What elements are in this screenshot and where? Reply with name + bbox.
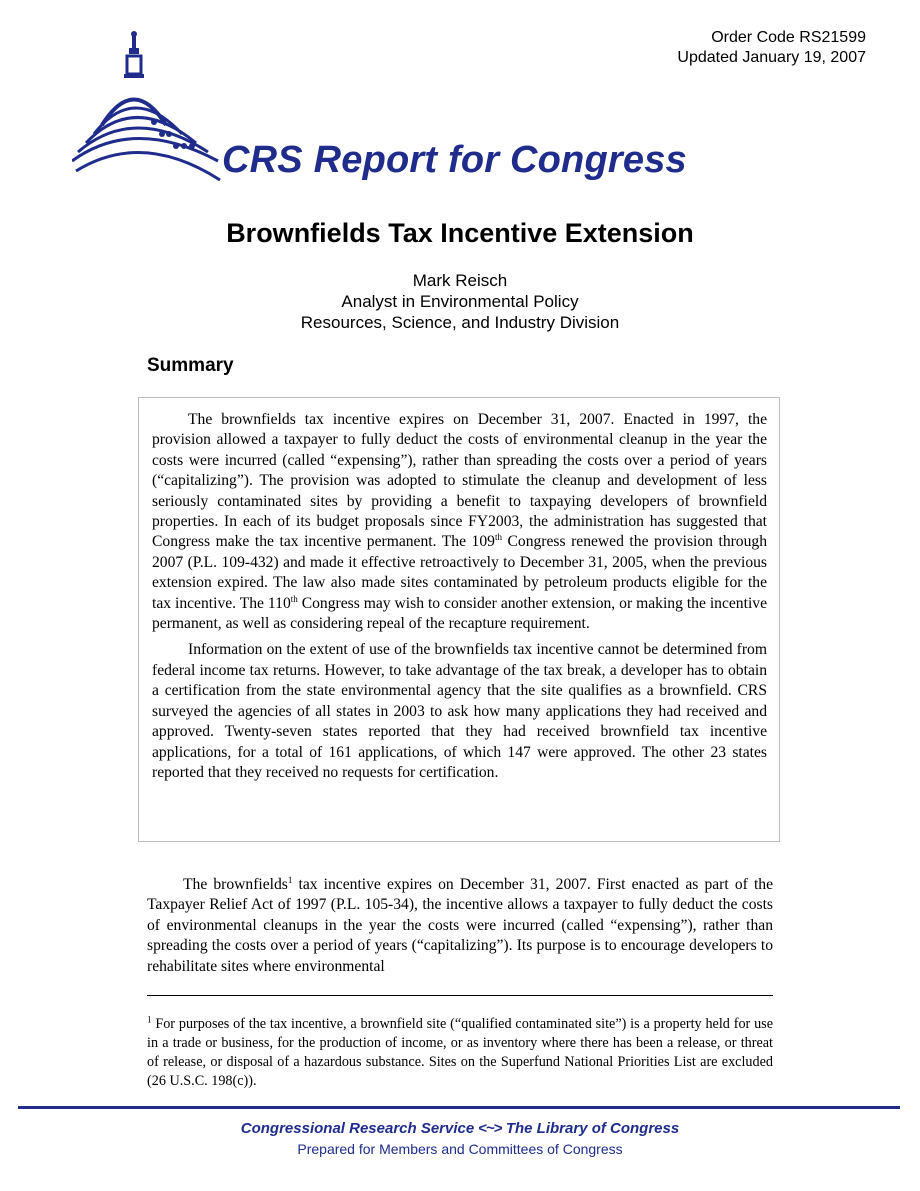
footnote-reference: 1 [287,874,293,885]
footnote-divider [147,995,773,996]
summary-heading: Summary [147,355,234,376]
summary-text: The brownfields tax incentive expires on December 31, 2007. Enacted in 1997, the provision allowed a taxpayer to fully deduct the costs of environmental cleanup in the year the costs were incurred (called “expensing”), rather than spreading the costs over a period of years (“capitalizing”). The provision was adopted to stimulate the cleanup and development of less seriously contaminated sites by providing a benefit to taxpaying developers of brownfield properties. In each of its budget proposals since FY2003, the administration has suggested that Congress make the tax incentive permanent. The 109 [152,411,767,551]
footer-line-1 [0,1119,920,1139]
summary-paragraph-1 [152,410,767,634]
footer-prepared-for: Prepared for Members and Committees of Congress [297,1141,623,1157]
footer-loc-name: The Library of Congress [505,1120,680,1137]
footer-separator: <~> [478,1120,502,1137]
updated-date: Updated January 19, 2007 [677,49,866,66]
summary-text: Congress may wish to consider another extension, or making the incentive permanent, as well as considering repeal of the recapture requirement. [152,594,767,633]
ordinal-suffix: th [494,532,502,543]
footer-crs-name: Congressional Research Service [240,1120,475,1137]
order-code-block [677,28,866,68]
crs-logo-text: CRS Report for Congress [222,139,687,181]
summary-text: Congress renewed the provision through 2007 (P.L. 109-432) and made it effective retroactively to December 31, 2005, when the previous extension expired. The law also made sites contaminated by petroleum products eligible for the tax incentive. The 110 [152,533,767,612]
author-position: Analyst in Environmental Policy [341,292,579,311]
author-block [0,270,920,333]
summary-box [138,397,780,842]
summary-paragraph-2: Information on the extent of use of the brownfields tax incentive cannot be determined from federal income tax returns. However, to take advantage of the tax break, a developer has to obtain a certification from the state environmental agency that the site qualifies as a brownfield. CRS surveyed the agencies of all states in 2003 to ask how many applications they had received and approved. Twenty-seven states reported that they had received brownfield tax incentive applications, for a total of 161 applications, of which 147 were approved. The other 23 states reported that they received no requests for certification. [152,641,767,781]
footnote-1 [147,1015,773,1091]
footnote-marker: 1 [147,1014,152,1025]
body-text [147,875,773,977]
footer [0,1119,920,1159]
order-code: Order Code RS21599 [711,29,866,46]
capitol-dome-icon [72,30,222,190]
footer-divider [18,1106,900,1109]
author-division: Resources, Science, and Industry Division [300,313,620,332]
body-paragraph-1 [147,875,773,977]
footnote [147,1015,773,1091]
report-title: Brownfields Tax Incentive Extension [226,218,694,248]
footnote-text: For purposes of the tax incentive, a brownfield site (“qualified contaminated site”) is a property held for use in a trade or business, for the production of income, or as inventory where there has been a release, or threat of release, or disposal of a hazardous substance. Sites on the Superfund National Priorities List are excluded (26 U.S.C. 198(c)). [147,1016,773,1089]
body-text-run: The brownfields [183,876,288,893]
author-name: Mark Reisch [412,271,508,290]
ordinal-suffix: th [290,593,298,604]
body-text-run: tax incentive expires on December 31, 2007. First enacted as part of the Taxpayer Relief Act of 1997 (P.L. 105-34), the incentive allows a taxpayer to fully deduct the costs of environmental cleanups in the year the costs were incurred (called “expensing”), rather than spreading the costs over a period of years (“capitalizing”). Its purpose is to encourage developers to rehabilitate sites where environmental [147,876,773,975]
